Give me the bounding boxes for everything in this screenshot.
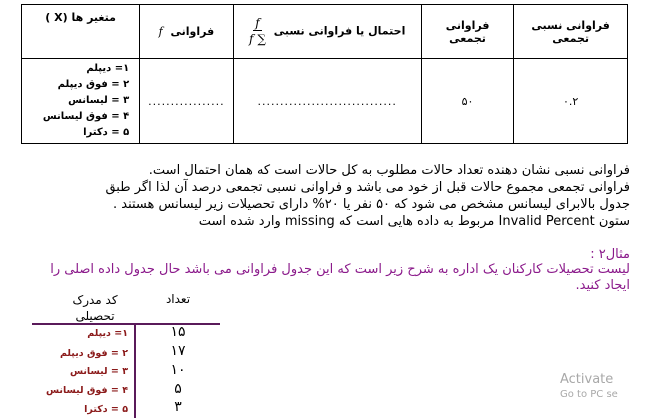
example-row-label: ۴ = فوق لیسانس bbox=[45, 385, 128, 396]
header-divider bbox=[32, 323, 220, 325]
example-line-1: لیست تحصیلات کارکنان یک اداره به شرح زیر است که این جدول فراوانی می باشد حال جدول داده اصلی را bbox=[50, 262, 630, 277]
paragraph-3: جدول بالابرای لیسانس مشخص می شود که ۵۰ نفر یا ۲۰% دارای تحصیلات زیر لیسانس هستند . bbox=[112, 197, 630, 212]
paragraph-4: ستون Invalid Percent مربوط به داده هایی است که missing وارد شده است bbox=[198, 214, 630, 229]
col-header-code bbox=[55, 292, 135, 324]
rel-freq-formula bbox=[249, 16, 266, 47]
activation-watermark bbox=[560, 372, 618, 400]
header-variable: متغیر ها (X ) bbox=[22, 5, 140, 59]
col-header-code-line-2: تحصیلی bbox=[75, 309, 115, 323]
example-description bbox=[30, 262, 630, 294]
example-row-count: ۳ bbox=[174, 399, 182, 415]
column-divider bbox=[134, 323, 136, 418]
header-cum-rel-freq: فراوانی نسبی تجمعی bbox=[514, 5, 628, 59]
watermark-line-2: Go to PC se bbox=[560, 389, 618, 400]
col-header-code-line-1: کد مدرک bbox=[72, 293, 118, 307]
formula-denominator: ∑ f bbox=[249, 32, 266, 46]
header-freq bbox=[140, 5, 233, 59]
cell-freq: ................. bbox=[140, 59, 233, 144]
variable-item: ۳ = لیسانس bbox=[68, 95, 130, 106]
variable-item: ۵ = دکترا bbox=[83, 127, 130, 138]
paragraph-1: فراوانی نسبی نشان دهنده تعداد حالات مطلوب به کل حالات است که همان احتمال است. bbox=[148, 163, 630, 178]
example-line-2: ایجاد کنید. bbox=[575, 278, 630, 293]
example-row-label: ۵ = دکترا bbox=[84, 404, 128, 415]
variable-item: ۴ = فوق لیسانس bbox=[42, 111, 130, 122]
cell-rel-freq: ............................... bbox=[233, 59, 421, 144]
header-rel-freq bbox=[233, 5, 421, 59]
variable-item: ۲ = فوق دیپلم bbox=[57, 79, 130, 90]
example-row-label: ۳ = لیسانس bbox=[69, 366, 128, 377]
rel-freq-label: احتمال یا فراوانی نسبی bbox=[273, 24, 406, 38]
example-row-count: ۱۰ bbox=[170, 362, 186, 378]
example-row-label: ۲ = فوق دیپلم bbox=[59, 348, 128, 359]
example-row-count: ۵ bbox=[174, 381, 182, 397]
col-header-count: تعداد bbox=[165, 292, 191, 306]
header-cum-freq: فراوانی تجمعی bbox=[421, 5, 513, 59]
example-title: مثال۲ : bbox=[590, 247, 630, 262]
example-row-count: ۱۵ bbox=[170, 324, 186, 340]
cell-cum-rel-freq: ۰.۲ bbox=[514, 59, 628, 144]
example-row-label: ۱= دیپلم bbox=[87, 328, 128, 339]
frequency-table bbox=[21, 4, 628, 144]
variable-item: ۱= دیپلم bbox=[86, 63, 130, 74]
cell-variable bbox=[22, 59, 140, 144]
formula-numerator: f bbox=[255, 16, 260, 30]
example-row-count: ۱۷ bbox=[170, 343, 186, 359]
freq-label: فراوانی bbox=[170, 25, 215, 38]
cell-cum-freq: ۵۰ bbox=[421, 59, 513, 144]
variable-list bbox=[26, 61, 135, 141]
watermark-line-1: Activate bbox=[560, 372, 614, 387]
paragraph-2: فراوانی تجمعی مجموع حالات قبل از خود می باشد و فراوانی نسبی تجمعی درصد آن لذا اگر طبق bbox=[105, 180, 630, 195]
freq-symbol: f bbox=[158, 25, 163, 38]
